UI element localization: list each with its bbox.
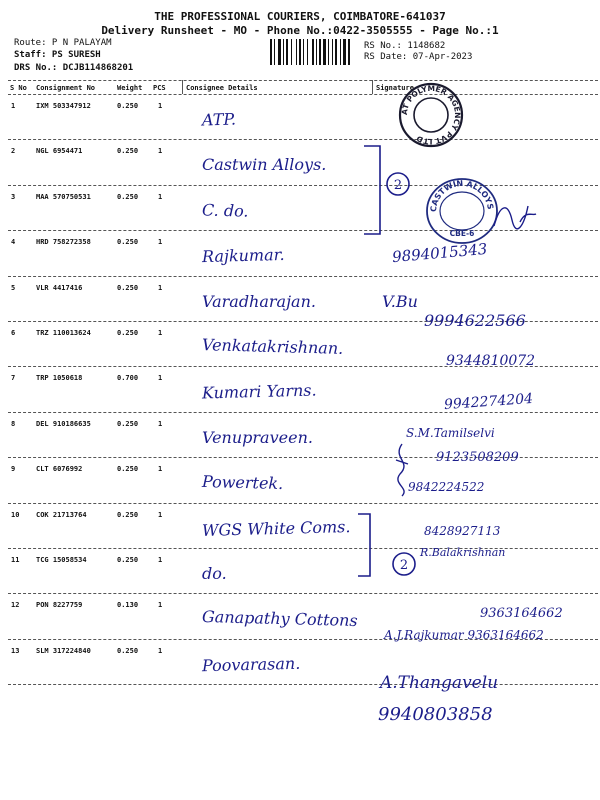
castwin-signature-scribble (490, 196, 540, 236)
column-divider (182, 80, 183, 94)
signature-row-7: 9942274204 (443, 390, 534, 414)
barcode-bar (312, 39, 314, 65)
row-pcs: 1 (158, 374, 163, 383)
col-sno: S No (10, 84, 27, 92)
signature-row-6-phone: 9344810072 (446, 353, 536, 369)
row-consignee: WGS White Coms. (201, 516, 351, 540)
signature-row-5-phone: 9994622566 (424, 311, 526, 330)
row-weight: 0.250 (117, 646, 139, 655)
row-separator (8, 276, 598, 277)
row-consignment: HRD 758272358 (36, 238, 91, 247)
row-separator (8, 185, 598, 186)
row-sno: 7 (11, 374, 16, 383)
staff-label: Staff: PS SURESH (14, 50, 101, 60)
row-weight: 0.250 (117, 192, 139, 201)
barcode (270, 39, 360, 65)
row-sno: 2 (11, 147, 16, 156)
col-signature: Signature (376, 84, 414, 92)
row-consignee: Rajkumar. (201, 245, 285, 267)
row-sno: 5 (11, 283, 16, 292)
svg-text:CBE-6: CBE-6 (449, 229, 475, 238)
row-consignee: C. do. (201, 200, 249, 221)
row-consignment: CLT 6076992 (36, 465, 83, 474)
row-pcs: 1 (158, 283, 163, 292)
col-pcs: PCS (153, 84, 166, 92)
circled-mark (384, 170, 414, 200)
route-label: Route: P N PALAYAM (14, 38, 112, 48)
barcode-bar (332, 39, 333, 65)
row-separator (8, 684, 598, 685)
barcode-bar (274, 39, 275, 65)
barcode-bar (296, 39, 297, 65)
row-pcs: 1 (158, 147, 163, 156)
row-consignee: Ganapathy Cottons (201, 607, 358, 631)
row-consignment: TRP 1050618 (36, 374, 83, 383)
row-pcs: 1 (158, 192, 163, 201)
polymer-agency-stamp (398, 82, 464, 148)
row-sno: 10 (11, 510, 20, 519)
signature-row-9: 9842224522 (408, 480, 485, 494)
barcode-bar (307, 39, 308, 65)
svg-text:CASTWIN ALLOYS: CASTWIN ALLOYS (428, 178, 495, 213)
column-divider (372, 80, 373, 94)
row-weight: 0.250 (117, 329, 139, 337)
signature-row-8-phone: 9123508209 (436, 450, 519, 465)
row-sno: 12 (11, 601, 20, 610)
signature-row-4: 9894015343 (391, 239, 489, 267)
barcode-bar (328, 39, 329, 65)
header-rule-top (8, 80, 598, 81)
row-consignee: Poovarasan. (201, 653, 301, 676)
bracket-mark (352, 510, 382, 580)
svg-text:AT POLYMER AGENCY PVT LTD: AT POLYMER AGENCY PVT LTD (399, 83, 463, 147)
circled-mark (390, 550, 420, 580)
row-consignment: SLM 317224840 (36, 646, 91, 655)
row-weight: 0.250 (117, 238, 139, 247)
col-consignment: Consignment No (36, 84, 96, 92)
row-consignment: PON 8227759 (36, 601, 83, 610)
barcode-bar (270, 39, 272, 65)
signature-row-13-phone: 9940803858 (378, 704, 493, 725)
row-sno: 8 (11, 419, 16, 428)
row-pcs: 1 (158, 601, 163, 610)
row-separator (8, 412, 598, 413)
barcode-bar (278, 39, 281, 65)
row-pcs: 1 (158, 102, 163, 110)
row-consignment: TRZ 110013624 (36, 329, 91, 337)
rs-number: RS No.: 1148682 (364, 41, 446, 51)
row-weight: 0.250 (117, 510, 139, 519)
row-consignment: DEL 910186635 (36, 419, 91, 428)
row-consignment: COK 21713764 (36, 510, 87, 519)
rs-date: RS Date: 07-Apr-2023 (364, 52, 473, 62)
barcode-bar (343, 39, 346, 65)
row-consignment: TCG 15058534 (36, 556, 87, 564)
barcode-bar (319, 39, 321, 65)
col-weight: Weight (117, 84, 143, 92)
barcode-bar (286, 39, 288, 65)
row-pcs: 1 (158, 238, 163, 247)
row-sno: 11 (11, 556, 20, 564)
row-sno: 4 (11, 238, 16, 247)
row-consignee: ATP. (201, 109, 237, 130)
row-weight: 0.250 (117, 419, 139, 428)
barcode-bar (335, 39, 337, 65)
row-pcs: 1 (158, 556, 163, 564)
row-separator (8, 503, 598, 504)
row-weight: 0.130 (117, 601, 139, 610)
barcode-bar (316, 39, 317, 65)
signature-row-13-name: A.Thangavelu (380, 673, 499, 693)
barcode-bar (283, 39, 284, 65)
row-sno: 1 (11, 102, 16, 110)
row-consignment: VLR 4417416 (36, 283, 83, 292)
row-consignee: do. (202, 564, 227, 583)
row-separator (8, 139, 598, 140)
barcode-bar (299, 39, 301, 65)
row-consignee: Kumari Yarns. (201, 380, 317, 403)
row-separator (8, 593, 598, 594)
row-consignee: Venkatakrishnan. (201, 335, 344, 358)
row-weight: 0.250 (117, 465, 139, 474)
row-separator (8, 548, 598, 549)
header-rule-bottom (8, 94, 598, 95)
row-consignee: Castwin Alloys. (202, 155, 327, 175)
signature-row-12-phone: 9363164662 (480, 606, 563, 621)
row-pcs: 1 (158, 465, 163, 474)
row-pcs: 1 (158, 419, 163, 428)
row-pcs: 1 (158, 329, 163, 337)
runsheet-title: Delivery Runsheet - MO - Phone No.:0422-3505555 - Page No.:1 (101, 24, 499, 37)
row-sno: 6 (11, 329, 16, 337)
barcode-bar (323, 39, 326, 65)
row-consignment: IXM 503347912 (36, 102, 91, 110)
row-weight: 0.700 (117, 374, 139, 383)
castwin-alloys-stamp (424, 176, 500, 246)
row-sno: 3 (11, 192, 16, 201)
company-title: THE PROFESSIONAL COURIERS, COIMBATORE-641037 (154, 10, 446, 23)
row-consignee: Venupraveen. (202, 427, 313, 447)
row-pcs: 1 (158, 510, 163, 519)
signature-row-8-name: S.M.Tamilselvi (406, 426, 495, 440)
row-sno: 9 (11, 465, 16, 474)
barcode-bar (291, 39, 292, 65)
row-consignee: Powertek. (201, 472, 284, 494)
circled-mark-number: 2 (393, 178, 403, 193)
row-consignee: Varadharajan. (202, 291, 316, 311)
signature-row-10: 8428927113 (424, 524, 501, 538)
row-pcs: 1 (158, 646, 163, 655)
drs-number: DRS No.: DCJB114868201 (14, 63, 134, 73)
row-weight: 0.250 (117, 283, 139, 292)
row-consignment: MAA 570750531 (36, 192, 91, 201)
row-weight: 0.250 (117, 556, 139, 564)
signature-row-5-initials: V.Bu (382, 292, 418, 311)
circled-mark-number: 2 (399, 558, 409, 573)
row-weight: 0.250 (117, 102, 139, 110)
barcode-bar (340, 39, 341, 65)
row-consignment: NGL 6954471 (36, 147, 83, 156)
col-consignee: Consignee Details (186, 84, 258, 92)
signature-row-11: R.Balakrishnan (420, 546, 506, 559)
row-weight: 0.250 (117, 147, 139, 156)
barcode-bar (348, 39, 350, 65)
signature-row-12-name: A.J.Rajkumar 9363164662 (384, 628, 544, 642)
row-sno: 13 (11, 646, 20, 655)
barcode-bar (303, 39, 304, 65)
